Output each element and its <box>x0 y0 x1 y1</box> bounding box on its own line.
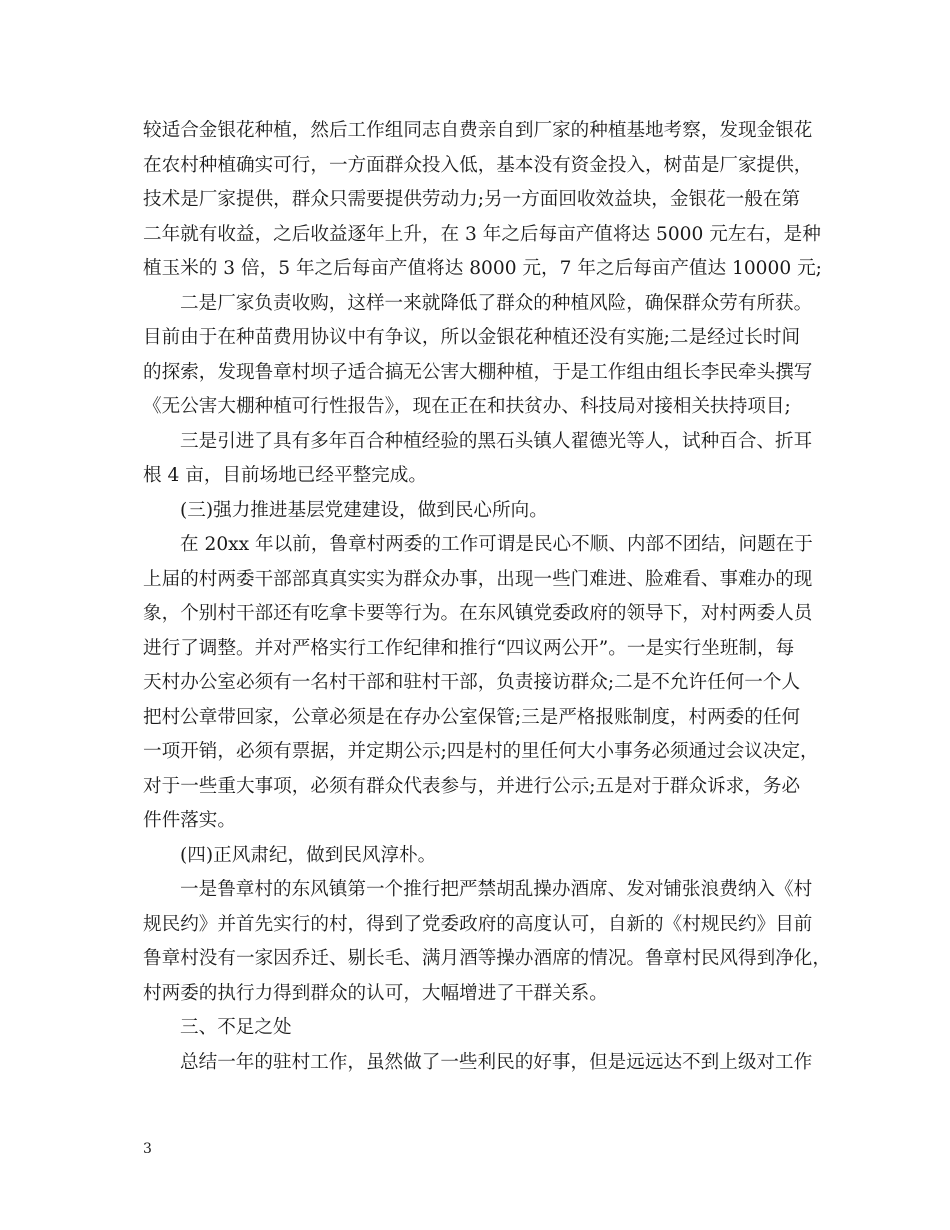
text-line: 上届的村两委干部部真真实实为群众办事，出现一些门难进、脸难看、事难办的现 <box>143 568 813 590</box>
text-line: 目前由于在种苗费用协议中有争议，所以金银花种植还没有实施;二是经过长时间 <box>143 327 801 348</box>
text-line: 较适合金银花种植，然后工作组同志自费亲自到厂家的种植基地考察，发现金银花 <box>143 120 813 141</box>
paragraph <box>143 287 823 425</box>
text-line: 在 20xx 年以前，鲁章村两委的工作可谓是民心不顺、内部不团结，问题在于 <box>180 534 813 555</box>
page-number: 3 <box>143 1141 152 1157</box>
text-line: 村两委的执行力得到群众的认可，大幅增进了干群关系。 <box>143 982 608 1004</box>
document-body <box>143 114 831 1080</box>
paragraph <box>143 528 823 839</box>
text-line: 根 4 亩，目前场地已经平整完成。 <box>143 465 427 486</box>
paragraph <box>143 1011 823 1046</box>
text-line: (四)正风肃纪，做到民风淳朴。 <box>180 844 437 866</box>
text-line: 规民约》并首先实行的村，得到了党委政府的高度认可，自新的《村规民约》目前 <box>143 913 813 935</box>
text-line: 天村办公室必须有一名村干部和驻村干部，负责接访群众;二是不允许任何一个人 <box>143 672 801 693</box>
text-line: 进行了调整。并对严格实行工作纪律和推行“四议两公开”。一是实行坐班制，每 <box>143 637 795 659</box>
text-line: 的探索，发现鲁章村坝子适合搞无公害大棚种植，于是工作组由组长李民牵头撰写 <box>143 361 813 383</box>
paragraph <box>143 425 823 494</box>
text-line: 二年就有收益，之后收益逐年上升，在 3 年之后每亩产值将达 5000 元左右，是种 <box>143 223 821 245</box>
text-line: 鲁章村没有一家因乔迁、剔长毛、满月酒等操办酒席的情况。鲁章村民风得到净化， <box>143 948 831 969</box>
text-line: 把村公章带回家，公章必须是在存办公室保管;三是严格报账制度，村两委的任何 <box>143 706 801 728</box>
text-line: 一是鲁章村的东风镇第一个推行把严禁胡乱操办酒席、发对铺张浪费纳入《村 <box>180 879 813 900</box>
text-line: 象，个别村干部还有吃拿卡要等行为。在东风镇党委政府的领导下，对村两委人员 <box>143 603 813 624</box>
paragraph <box>143 494 823 529</box>
paragraph <box>143 1046 823 1081</box>
text-line: (三)强力推进基层党建建设，做到民心所向。 <box>180 499 548 521</box>
text-line: 三是引进了具有多年百合种植经验的黑石头镇人翟德光等人，试种百合、折耳 <box>180 430 813 452</box>
text-line: 对于一些重大事项，必须有群众代表参与，并进行公示;五是对于群众诉求，务必 <box>143 775 801 797</box>
text-line: 二是厂家负责收购，这样一来就降低了群众的种植风险，确保群众劳有所获。 <box>180 292 813 314</box>
text-line: 植玉米的 3 倍，5 年之后每亩产值将达 8000 元，7 年之后每亩产值达 10000 元; <box>143 258 822 279</box>
text-line: 一项开销，必须有票据，并定期公示;四是村的里任何大小事务必须通过会议决定， <box>143 741 819 762</box>
paragraph <box>143 873 831 1011</box>
text-line: 三、不足之处 <box>180 1017 292 1038</box>
paragraph <box>143 114 823 287</box>
text-line: 总结一年的驻村工作，虽然做了一些利民的好事，但是远远达不到上级对工作 <box>180 1051 813 1073</box>
text-line: 技术是厂家提供，群众只需要提供劳动力;另一方面回收效益块，金银花一般在第 <box>143 189 801 210</box>
text-line: 《无公害大棚种植可行性报告》，现在正在和扶贫办、科技局对接相关扶持项目; <box>143 396 791 417</box>
paragraph <box>143 839 823 874</box>
text-line: 件件落实。 <box>143 810 236 831</box>
text-line: 在农村种植确实可行，一方面群众投入低，基本没有资金投入，树苗是厂家提供， <box>143 154 813 176</box>
